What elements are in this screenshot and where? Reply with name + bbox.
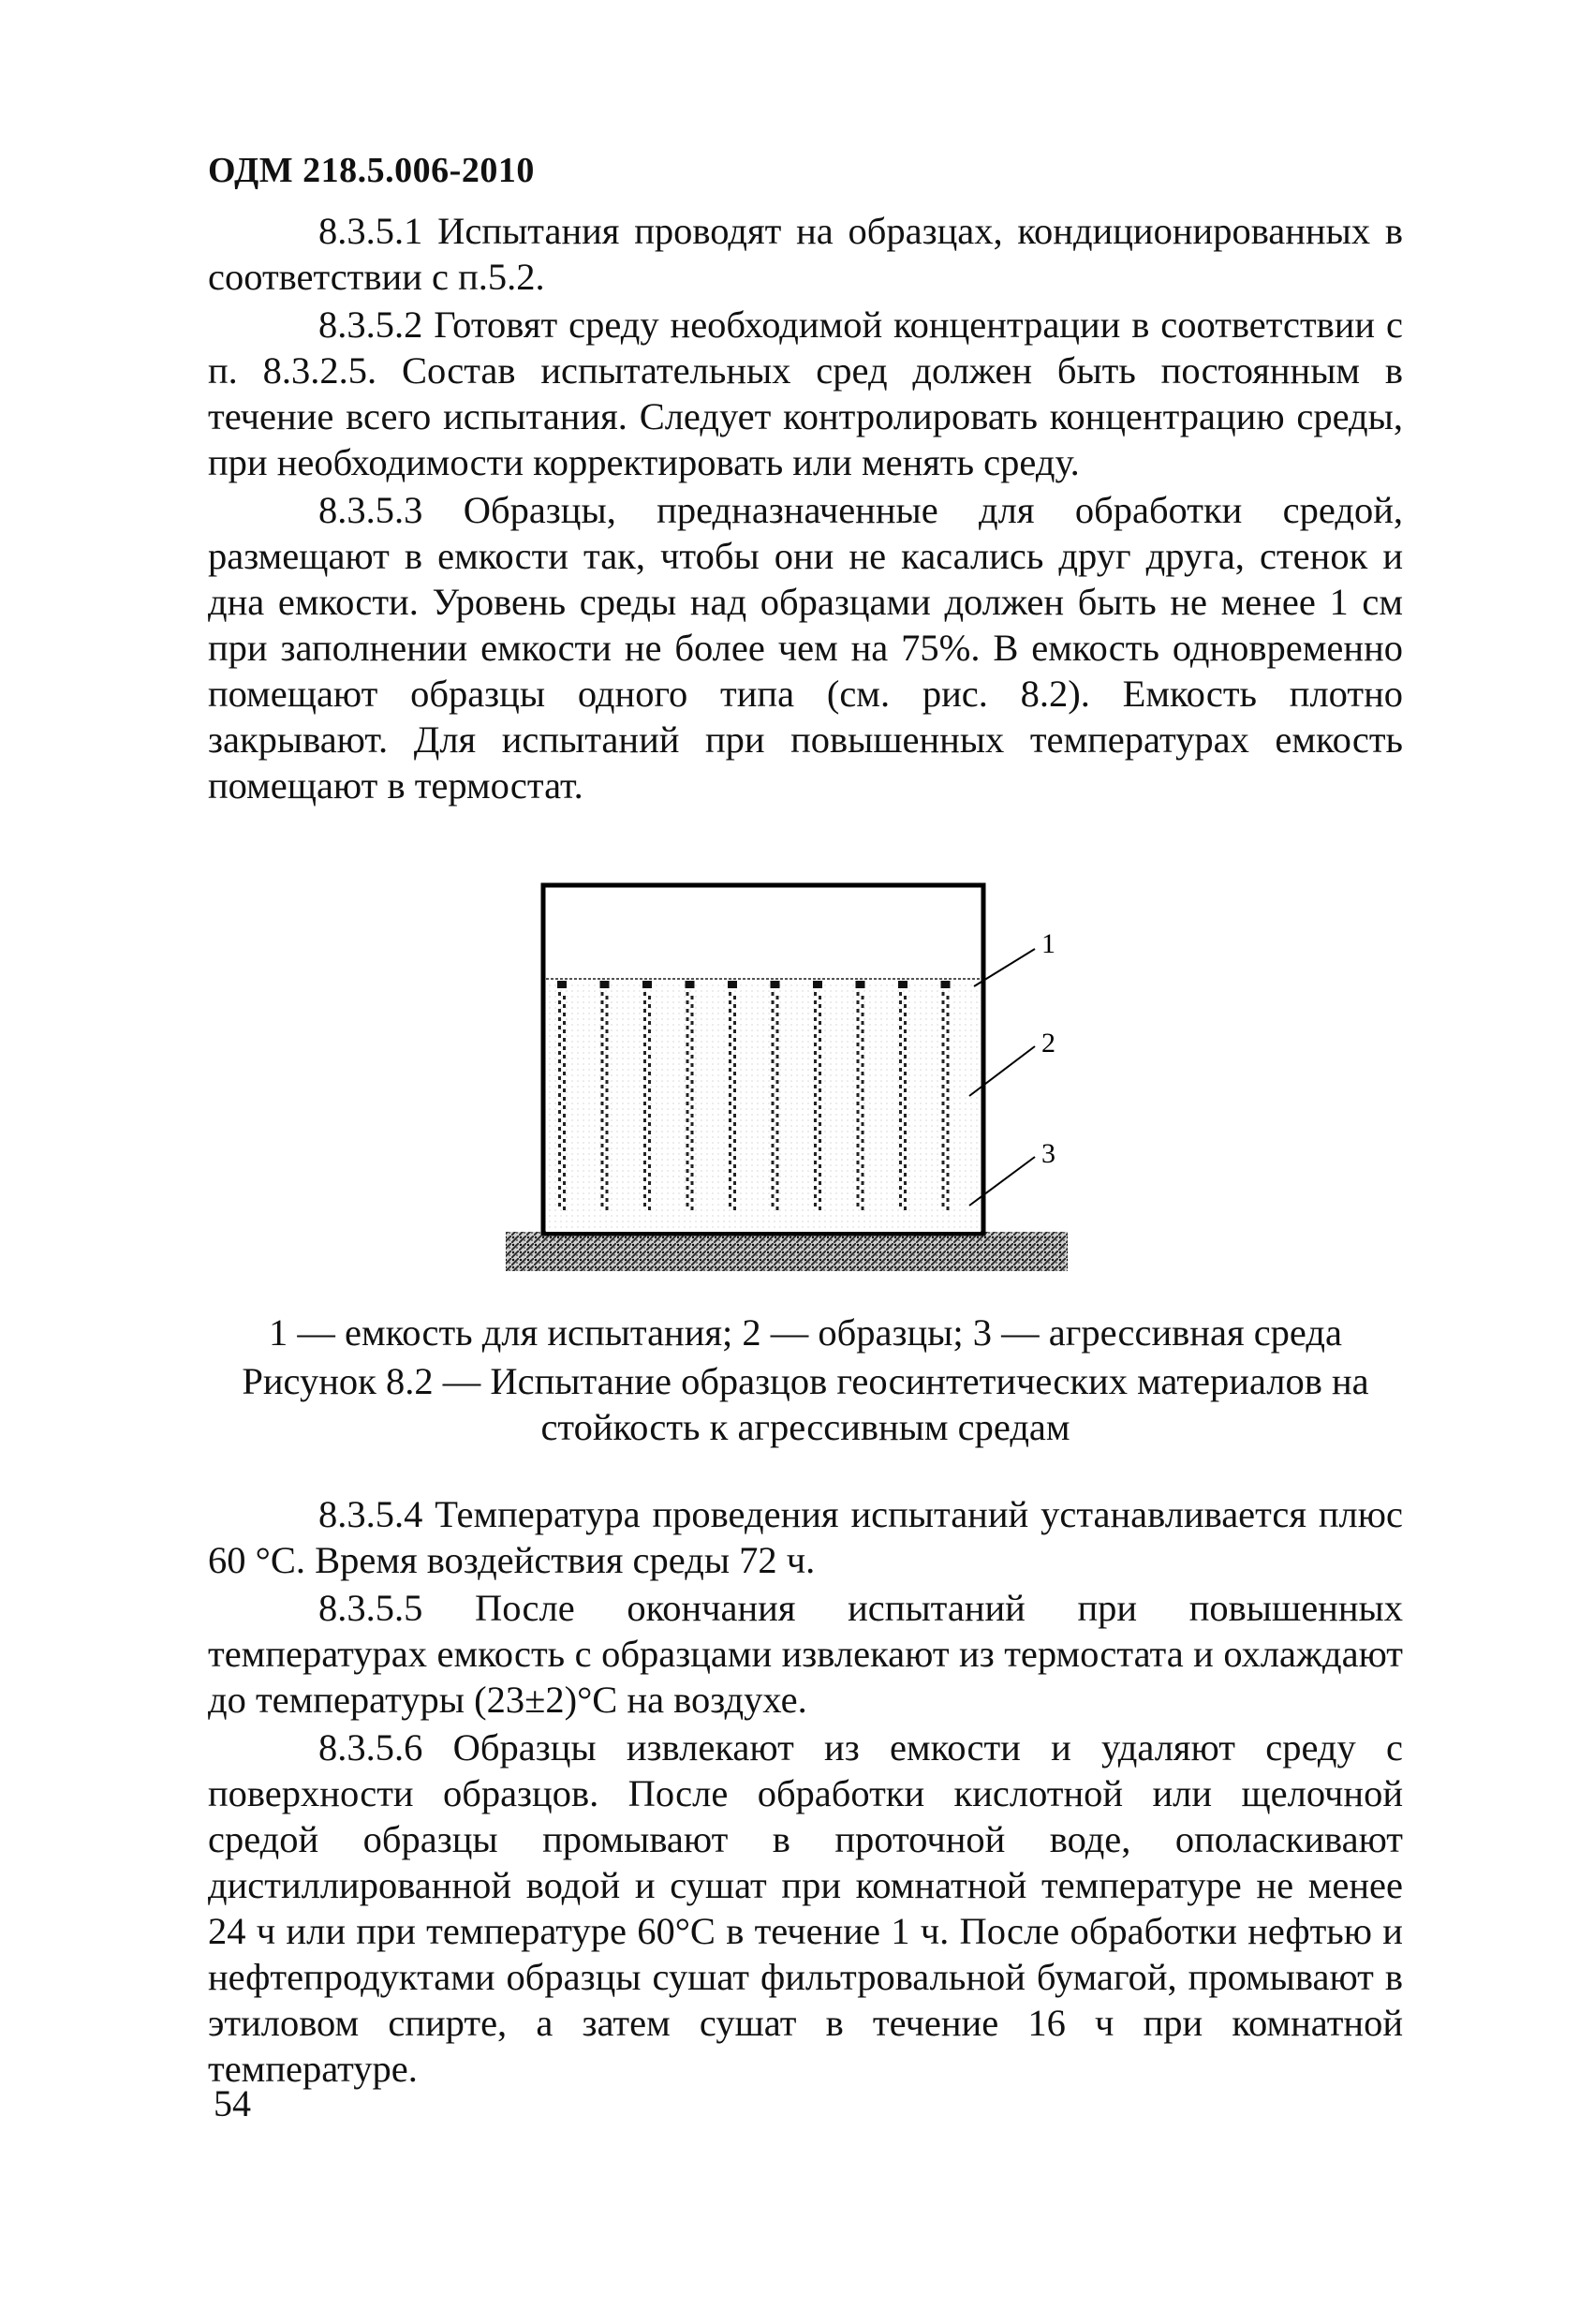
- figure-legend: 1 — емкость для испытания; 2 — образцы; 3 — агрессивная среда: [269, 1311, 1342, 1354]
- figure-title: Рисунок 8.2 — Испытание образцов геосинтетических материалов на стойкость к агрессивным средам: [242, 1360, 1369, 1448]
- callout-1-label: 1: [1041, 928, 1055, 959]
- callout-3-label: 3: [1041, 1138, 1055, 1169]
- document-code-header: ОДМ 218.5.006-2010: [208, 151, 535, 190]
- ground-base: [506, 1232, 1068, 1271]
- paragraph-8-3-5-4: 8.3.5.4 Температура проведения испытаний устанавливается плюс 60 °С. Время воздействия среды 72 ч.: [208, 1493, 1403, 1581]
- paragraph-8-3-5-6: 8.3.5.6 Образцы извлекают из емкости и удаляют среду с поверхности образцов. После обработки кислотной или щелочной средой образцы промывают в проточной воде, ополаскивают дистиллированной водой и сушат при комнатной температуре не менее 24 ч или при температуре 60°С в течение 1 ч. После обработки нефтью и нефтепродуктами образцы сушат фильтровальной бумагой, промывают в этиловом спирте, а затем сушат в течение 16 ч при комнатной температуре.: [208, 1726, 1403, 2090]
- paragraph-8-3-5-1: 8.3.5.1 Испытания проводят на образцах, кондиционированных в соответствии с п.5.2.: [208, 210, 1403, 298]
- paragraph-8-3-5-3: 8.3.5.3 Образцы, предназначенные для обработки средой, размещают в емкости так, чтобы они не касались друг друга, стенок и дна емкости. Уровень среды над образцами должен быть не менее 1 см при заполнении емкости не более чем на 75%. В емкость одновременно помещают образцы одного типа (см. рис. 8.2). Емкость плотно закрывают. Для испытаний при повышенных температурах емкость помещают в термостат.: [208, 489, 1403, 807]
- paragraph-8-3-5-5: 8.3.5.5 После окончания испытаний при повышенных температурах емкость с образцами извлекают из термостата и охлаждают до температуры (23±2)°С на воздухе.: [208, 1587, 1403, 1721]
- text-block-bottom: [208, 1491, 1403, 2092]
- figure-8-2-diagram: [496, 876, 1096, 1288]
- text-block-top: [208, 208, 1403, 808]
- aggressive-medium: [546, 981, 981, 1232]
- page-number: 54: [214, 2082, 251, 2124]
- paragraph-8-3-5-2: 8.3.5.2 Готовят среду необходимой концентрации в соответствии с п. 8.3.2.5. Состав испытательных сред должен быть постоянным в течение всего испытания. Следует контролировать концентрацию среды, при необходимости корректировать или менять среду.: [208, 303, 1403, 483]
- callout-2-label: 2: [1041, 1028, 1055, 1058]
